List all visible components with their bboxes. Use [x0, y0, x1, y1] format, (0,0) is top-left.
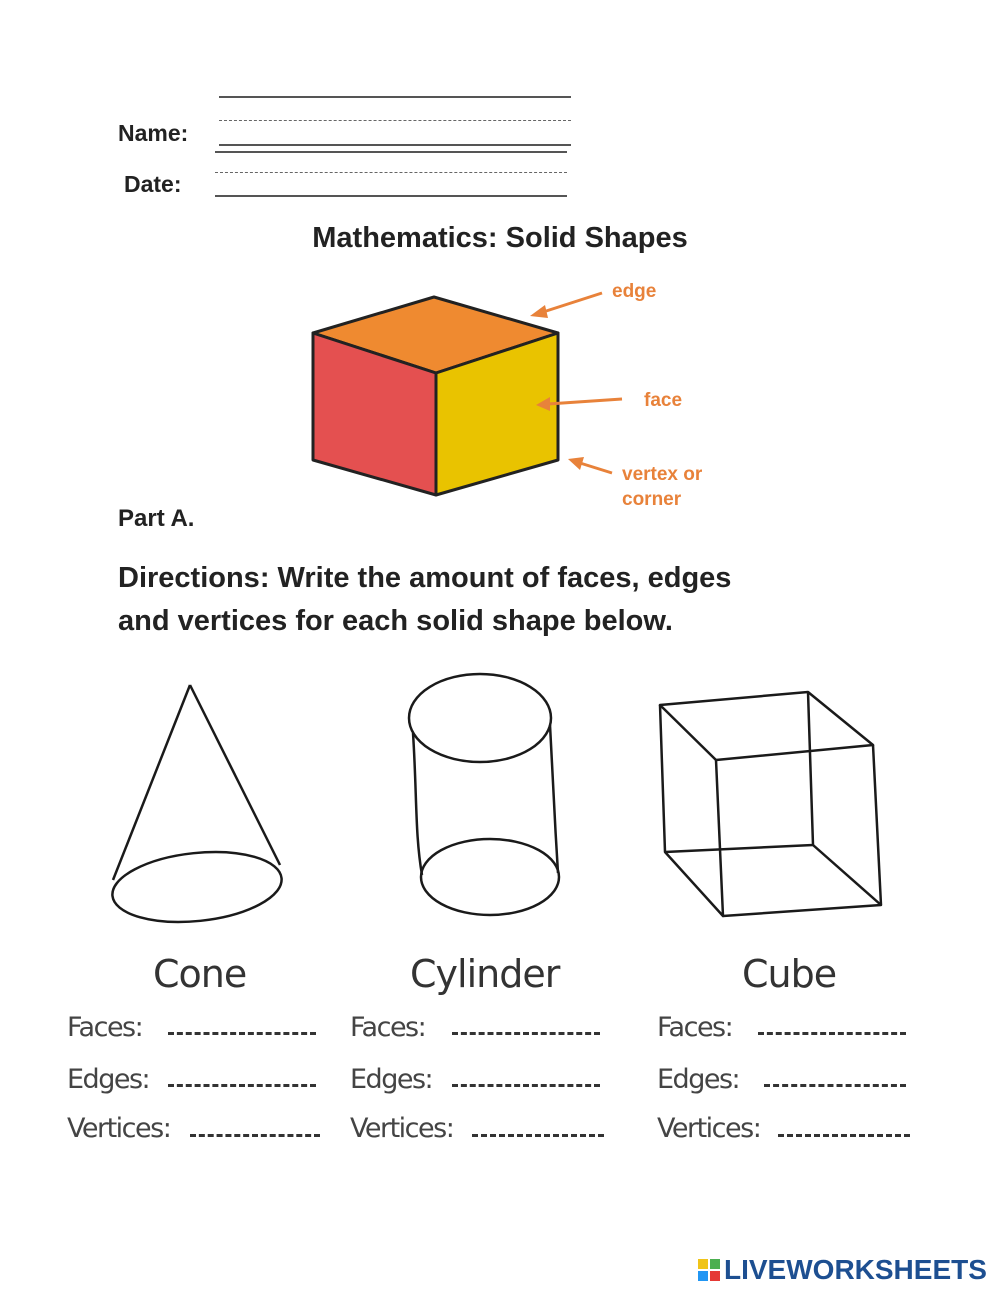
vertex-label-line1: vertex or	[622, 464, 703, 485]
vertex-arrow	[568, 457, 612, 473]
cylinder-vertices-label: Vertices:	[350, 1113, 454, 1144]
cone-edges-blank[interactable]	[168, 1084, 316, 1087]
worksheet-title: Mathematics: Solid Shapes	[312, 222, 688, 254]
face-arrow	[536, 397, 622, 411]
cone-vertices-blank[interactable]	[190, 1134, 320, 1137]
vertex-label-line2: corner	[622, 489, 682, 510]
cube-vertices-label: Vertices:	[657, 1113, 761, 1144]
cube-faces-label: Faces:	[657, 1012, 733, 1043]
edge-arrow	[530, 293, 602, 318]
cone-faces-label: Faces:	[67, 1012, 143, 1043]
date-dash-line	[215, 172, 567, 173]
directions-line-2: and vertices for each solid shape below.	[118, 605, 673, 637]
cylinder-faces-label: Faces:	[350, 1012, 426, 1043]
cylinder-edges-label: Edges:	[350, 1064, 433, 1095]
face-label: face	[644, 390, 683, 411]
cone-vertices-label: Vertices:	[67, 1113, 171, 1144]
cube-edges-label: Edges:	[657, 1064, 740, 1095]
name-dash-line	[219, 120, 571, 121]
cone-name: Cone	[153, 952, 247, 996]
name-label: Name:	[118, 120, 189, 146]
cube-drawing	[648, 680, 898, 930]
cube-name: Cube	[742, 952, 837, 996]
date-input-line[interactable]	[215, 195, 567, 197]
cylinder-faces-blank[interactable]	[452, 1032, 600, 1035]
cylinder-edges-blank[interactable]	[452, 1084, 600, 1087]
name-input-line[interactable]	[219, 144, 571, 146]
directions-line-1: Directions: Write the amount of faces, edges	[118, 562, 732, 594]
cone-faces-blank[interactable]	[168, 1032, 316, 1035]
liveworksheets-logo-icon	[698, 1259, 720, 1281]
date-top-line	[215, 151, 567, 153]
cube-edges-blank[interactable]	[764, 1084, 906, 1087]
cube-diagram	[300, 285, 760, 525]
part-a-label: Part A.	[118, 505, 195, 532]
name-top-line	[219, 96, 571, 98]
edge-label: edge	[612, 281, 657, 302]
cylinder-name: Cylinder	[410, 952, 560, 996]
cube-faces-blank[interactable]	[758, 1032, 906, 1035]
cylinder-drawing	[395, 655, 575, 925]
cylinder-vertices-blank[interactable]	[472, 1134, 604, 1137]
cone-edges-label: Edges:	[67, 1064, 150, 1095]
liveworksheets-logo	[698, 1254, 987, 1286]
directions	[118, 557, 878, 643]
liveworksheets-brand: LIVEWORKSHEETS	[724, 1254, 987, 1285]
cone-drawing	[100, 675, 300, 925]
date-label: Date:	[124, 171, 182, 197]
cube-vertices-blank[interactable]	[778, 1134, 910, 1137]
